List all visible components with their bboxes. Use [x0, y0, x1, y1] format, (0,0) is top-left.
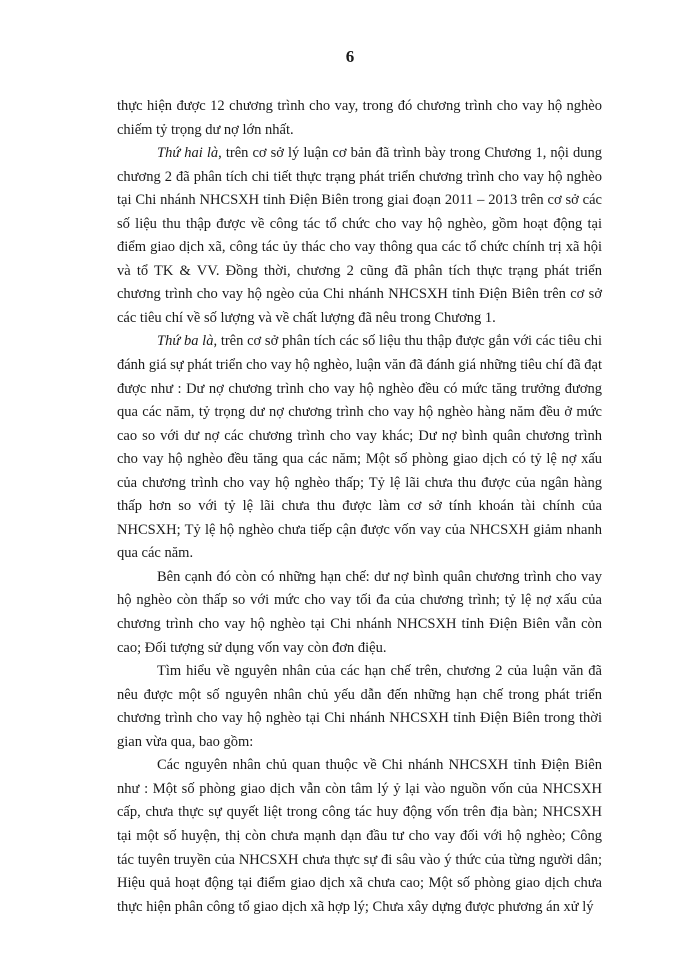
paragraph-2-lead: Thứ hai là	[157, 145, 219, 162]
paragraph-5	[117, 660, 602, 754]
paragraph-6	[117, 754, 602, 919]
paragraph-3-text: , trên cơ sở phân tích các số liệu thu thập được gắn với các tiêu chi đánh giá sự phát triển cho vay hộ nghèo, luận văn đã đánh giá những tiêu chí đã đạt được như : Dư nợ chương trình cho vay hộ nghèo đều có mức tăng trưởng đương qua các năm, tỷ trọng dư nợ chương trình cho vay hộ nghèo hàng năm đều ở mức cao so với dư nợ các chương trình cho vay khác; Dư nợ bình quân chương trình cho vay hộ nghèo đều tăng qua các năm; Một số phòng giao dịch có tỷ lệ nợ xấu của chương trình cho vay hộ nghèo thấp; Tỷ lệ lãi chưa thu được của ngân hàng thấp hơn so với tỷ lệ lãi chưa thu được làm cơ sở tính khoán tài chính của NHCSXH; Tỷ lệ hộ nghèo chưa tiếp cận được vốn vay của NHCSXH giảm nhanh qua các năm.	[117, 333, 602, 562]
paragraph-5-text: Tìm hiểu về nguyên nhân của các hạn chế trên, chương 2 của luận văn đã nêu được một số nguyên nhân chủ yếu dẫn đến những hạn chế trong phát triển chương trình cho vay hộ nghèo tại Chi nhánh NHCSXH tỉnh Điện Biên trong thời gian vừa qua, bao gồm:	[117, 663, 602, 750]
body-text	[117, 95, 602, 919]
page-number: 6	[345, 47, 355, 66]
paragraph-3-lead: Thứ ba là	[157, 333, 214, 350]
paragraph-2-text: , trên cơ sở lý luận cơ bản đã trình bày trong Chương 1, nội dung chương 2 đã phân tích chi tiết thực trạng phát triển chương trình cho vay hộ nghèo tại Chi nhánh NHCSXH tỉnh Điện Biên trong giai đoạn 2011 – 2013 trên cơ sở các số liệu thu thập được về công tác tổ chức cho vay hộ nghèo, gồm hoạt động tại điểm giao dịch xã, công tác ủy thác cho vay thông qua các tổ chức chính trị xã hội và tổ TK & VV. Đồng thời, chương 2 cũng đã phân tích thực trạng phát triển chương trình cho vay hộ ngèo của Chi nhánh NHCSXH tỉnh Điện Biên trên cơ sở các tiêu chí về số lượng và về chất lượng đã nêu trong Chương 1.	[117, 145, 602, 326]
paragraph-1	[117, 95, 602, 142]
paragraph-2	[117, 142, 602, 330]
paragraph-4	[117, 566, 602, 660]
paragraph-1-text: thực hiện được 12 chương trình cho vay, trong đó chương trình cho vay hộ nghèo chiếm tỷ trọng dư nợ lớn nhất.	[117, 98, 602, 138]
paragraph-6-text: Các nguyên nhân chủ quan thuộc về Chi nhánh NHCSXH tỉnh Điện Biên như : Một số phòng giao dịch vẫn còn tâm lý ỷ lại vào nguồn vốn của NHCSXH cấp, chưa thực sự quyết liệt trong công tác huy động vốn trên địa bàn; NHCSXH tại một số huyện, thị còn chưa mạnh dạn đầu tư cho vay đối với hộ nghèo; Công tác tuyên truyền của NHCSXH chưa thực sự đi sâu vào ý thức của từng người dân; Hiệu quả hoạt động tại điểm giao dịch xã chưa cao; Một số phòng giao dịch chưa thực hiện phân công tổ giao dịch xã hợp lý; Chưa xây dựng được phương án xử lý	[117, 757, 602, 915]
paragraph-3	[117, 330, 602, 565]
paragraph-4-text: Bên cạnh đó còn có những hạn chế: dư nợ bình quân chương trình cho vay hộ nghèo còn thấp so với mức cho vay tối đa của chương trình; tỷ lệ nợ xấu của chương trình cho vay hộ nghèo tại Chi nhánh NHCSXH tỉnh Điện Biên vẫn còn cao; Đối tượng sử dụng vốn vay còn đơn điệu.	[117, 568, 602, 656]
